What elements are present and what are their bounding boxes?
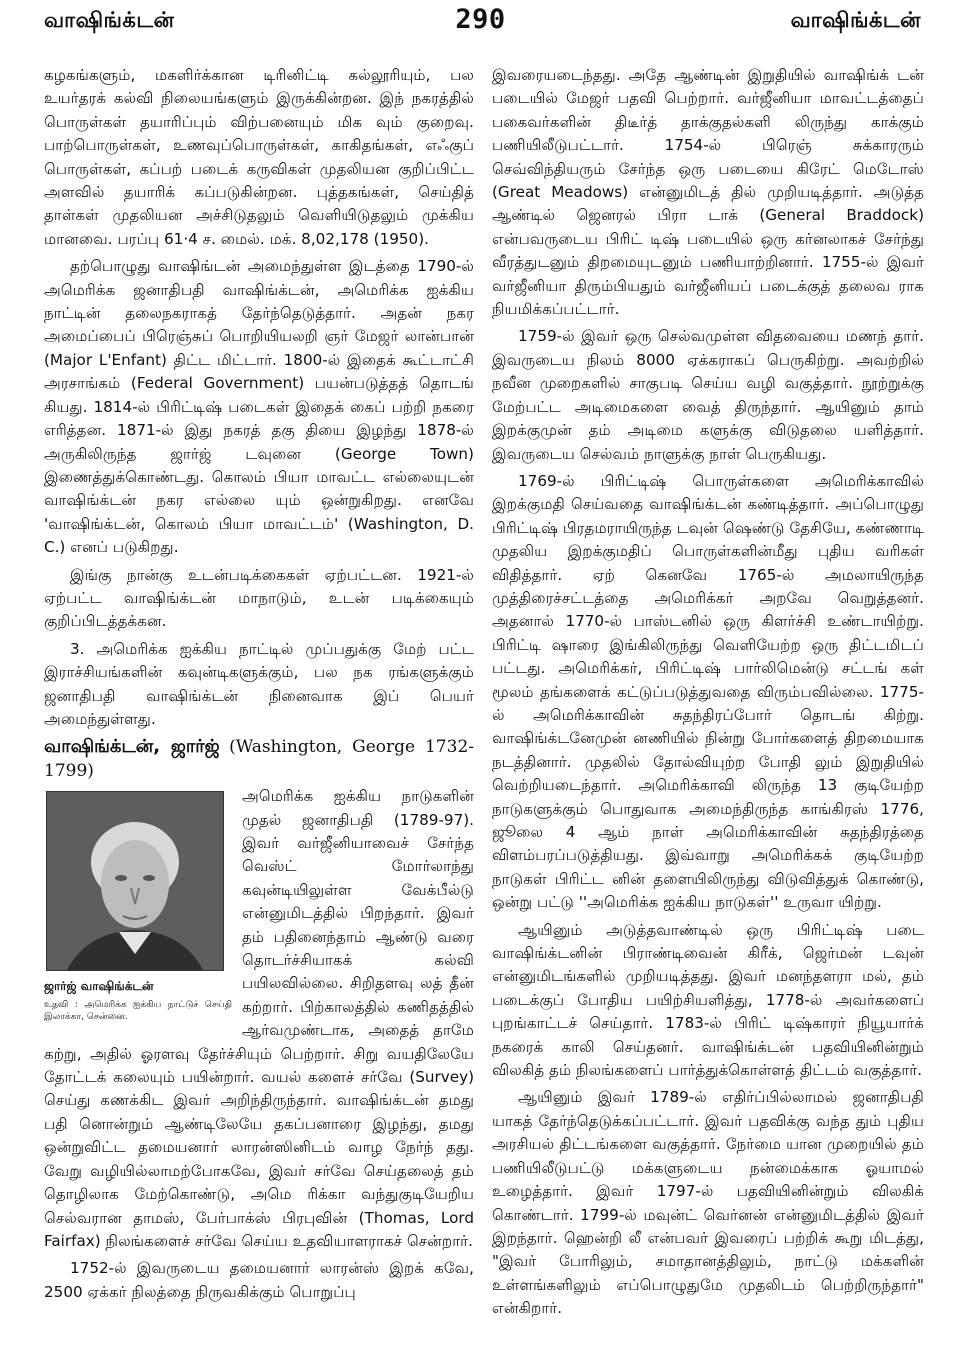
portrait-caption-title: ஜார்ஜ் வாஷிங்க்டன் <box>44 979 154 994</box>
paragraph-city-institutions: கழகங்களும், மகளிர்க்கான டிரினிட்டி கல்லூரியும், பல உயர்தரக் கல்வி நிலையங்களும் இருக்கின்றன. இந் நகரத்தில் பொருள்கள் தயாரிப்பும் விற்பனையும் மிக வும் குறைவு. பாற்பொருள்கள், உணவுப்பொருள்கள், காகிதங்கள், எஃகுப் பொருள்கள், கப்பற் படைக் கருவிகள் முதலியன குறிப்பிட்ட அளவில் தயாரிக் கப்படுகின்றன. புத்தகங்கள், செய்தித் தாள்கள் முதலியன அச்சிடுதலும் வெளியிடுதலும் முக்கிய மானவை. பரப்பு 61·4 ச. மைல். மக். 8,02,178 (1950). <box>44 66 474 248</box>
portrait-image <box>46 791 224 971</box>
paragraph-marriage-estate: 1759-ல் இவர் ஒரு செல்வமுள்ள விதவையை மணந் தார். இவருடைய நிலம் 8000 ஏக்கராகப் பெருகிற்று. அவற்றில் நவீன முறைகளில் சாகுபடி செய்ய வழி வகுத்தார். நூற்றுக்கு மேற்பட்ட அடிமைகளை வைத் திருந்தார். ஆயினும் தாம் இறக்குமுன் தம் அடிமை களுக்கு விடுதலை யளித்தார். இவருடைய செல்வம் நாளுக்கு நாள் பெருகியது. <box>492 327 924 463</box>
paragraph-1752: 1752-ல் இவருடைய தமையனார் லாரன்ஸ் இறக் கவே, 2500 ஏக்கர் நிலத்தை நிருவகிக்கும் பொறுப்பு <box>44 1259 474 1301</box>
paragraph-city-history: தற்பொழுது வாஷிங்டன் அமைந்துள்ள இடத்தை 1790-ல் அமெரிக்க ஜனாதிபதி வாஷிங்க்டன், அமெரிக்க ஐக்கிய நாட்டின் தலைநகராகத் தேர்ந்தெடுத்தார். அதன் நகர அமைப்பைப் பிரெஞ்சுப் பொறியியலறி ஞர் மேஜர் லான்பான் (Major L'Enfant) திட்ட மிட்டார். 1800-ல் இதைக் கூட்டாட்சி அரசாங்கம் (Federal Government) பயன்படுத்தத் தொடங் கியது. 1814-ல் பிரிட்டிஷ் படைகள் இதைக் கைப் பற்றி நகரை எரித்தன. 1871-ல் இது நகரத் தகு தியை இழந்து 1878-ல் அருகிலிருந்த ஜார்ஜ் டவுனை (George Town) இணைத்துக்கொண்டது. கொலம் பியா மாவட்ட எல்லையுடன் வாஷிங்க்டன் நகர எல்லை யும் ஒன்றுகிறது. எனவே 'வாஷிங்க்டன், கொலம் பியா மாவட்டம்' (Washington, D. C.) எனப் படுகிறது. <box>44 257 474 557</box>
running-header-right: வாஷிங்க்டன் <box>790 8 921 32</box>
portrait-caption-credit: உதவி : அமெரிக்க ஐக்கிய நாட்டுச் செய்தி இலாக்கா, சென்னை. <box>44 999 232 1022</box>
portrait-figure <box>44 791 232 1022</box>
paragraph-washington-early-life: அமெரிக்க ஐக்கிய நாடுகளின் முதல் ஜனாதிபதி (1789-97). இவர் வர்ஜீனியாவைச் சேர்ந்த வெஸ்ட் மோர்லாந்து கவுன்டியிலுள்ள வேக்பீல்டு என்னுமிடத்தில் பிறந்தார். இவர் தம் பதினைந்தாம் ஆண்டு வரை தொடர்ச்சியாகக் கல்வி பயிலவில்லை. சிறிதளவு லத் தீன் கற்றார். பிற்காலத்தில் கணிதத்தில் ஆர்வமுண்டாக, அதைத் தாமே கற்று, அதில் ஓரளவு தேர்ச்சியும் பெற்றார். சிறு வயதிலேயே தோட்டக் கலையும் பயின்றார். வயல் களைச் சர்வே (Survey) செய்து கணக்கிட இவர் அறிந்திருந்தார். வாஷிங்க்டன் தமது பதி னொன்றும் ஆண்டிலேயே தகப்பனாரை இழந்து, தமது ஒன்றுவிட்ட தமையனார் லாரன்ஸினிடம் வாழ நேர்ந் தது. வேறு வழியில்லாமற்போகவே, இவர் சர்வே செய்தலைத் தம் தொழிலாக மேற்கொண்டு, அமெ ரிக்கா வந்துகுடியேறிய செல்வரான தாமஸ், பேர்பாக்ஸ் பிரபுவின் (Thomas, Lord Fairfax) நிலங்களைச் சர்வே செய்ய உதவியாளராகச் சென்றார். <box>44 787 474 1250</box>
right-column <box>492 64 924 1325</box>
paragraph-independence-war: 1769-ல் பிரிட்டிஷ் பொருள்களை அமெரிக்காவில் இறக்குமதி செய்வதை வாஷிங்க்டன் கண்டித்தார். அப்பொழுது பிரிட்டிஷ் பிரதமராயிருந்த டவுன் ஷெண்டு தேசியே, கண்ணாடி முதலிய இறக்குமதிப் பொருள்களின்மீது புதிய வரிகள் விதித்தார். ஏற் கெனவே 1765-ல் அமலாயிருந்த முத்திரைச்சட்டத்தை அமெரிக்கர் அறவே வெறுத்தனர். அதனால் 1770-ல் பாஸ்டனில் ஒரு கிளர்ச்சி உண்டாயிற்று. பிரிட்டி ஷாரை இங்கிலிருந்து வெளியேற்ற ஒரு திட்டமிடப் பட்டது. அமெரிக்கர், பிரிட்டிஷ் பார்லிமென்டு சட்டங் கள் மூலம் தங்களைக் கட்டுப்படுத்துவதை விரும்பவில்லை. 1775-ல் அமெரிக்காவின் சுதந்திரப்போர் தொடங் கிற்று. வாஷிங்க்டனேமுன் னணியில் நின்று போர்களைத் திறமையாக நடத்தினார். முதலில் தோல்வியுற்ற போதி லும் இறுதியில் வெற்றியடைந்தார். அமெரிக்காவி லிருந்த 13 குடியேற்ற நாடுகளுக்கும் பொதுவாக அமைந்திருந்த காங்கிரஸ் 1776, ஜூலை 4 ஆம் நாள் அமெரிக்காவின் சுதந்திரத்தை விளம்பரப்படுத்தியது. இவ்வாறு அமெரிக்கக் குடியேற்ற நாடுகள் பிரிட்ட னின் தளையிலிருந்து விடுவித்துக் கொண்டு, ஒன்று பட்டு ''அமெரிக்க ஐக்கிய நாடுகள்'' உருவா யிற்று. <box>492 471 924 912</box>
running-header-left: வாஷிங்க்டன் <box>44 8 175 32</box>
entry-title: வாஷிங்க்டன், ஜார்ஜ் <box>44 736 220 758</box>
paragraph-counties-named: 3. அமெரிக்க ஐக்கிய நாட்டில் முப்பதுக்கு மேற் பட்ட இராச்சியங்களின் கவுன்டிகளுக்கும், பல நக ரங்களுக்கும் ஜனாதிபதி வாஷிங்க்டன் நினைவாக இப் பெயர் அமைந்துள்ளது. <box>44 639 474 728</box>
entry-latin-name: (Washington, George 1732-1799) <box>44 737 475 781</box>
paragraph-later-war: ஆயினும் அடுத்தவாண்டில் ஒரு பிரிட்டிஷ் படை வாஷிங்க்டனின் பிராண்டிவைன் கிரீக், ஜெர்மன் டவுன் என்னுமிடங்களில் முறியடித்தது. இவர் மனந்தளரா மல், தம் படைக்குப் போதிய பயிற்சியளித்து, 1778-ல் அவர்களைப் புறங்காட்டச் செய்தார். 1783-ல் பிரிட் டிஷ்காரர் நியூயார்க் நகரைக் காலி செய்தனர். வாஷிங்க்டன் பதவியினின்றும் விலகித் தம் நிலங்களைப் பார்த்துக்கொள்ளத் திட்டம் வகுத்தார். <box>492 920 924 1080</box>
paragraph-military-career: இவரையடைந்தது. அதே ஆண்டின் இறுதியில் வாஷிங்க் டன் படையில் மேஜர் பதவி பெற்றார். வர்ஜீனியா மாவட்டத்தைப் பகைவர்களின் திடீர்த் தாக்குதல்களி லிருந்து காக்கும் பணியிலீடுபட்டார். 1754-ல் பிரெஞ் சுக்காரரும் செவ்விந்தியரும் சேர்ந்த ஒரு படையை கிரேட் மெடோஸ் (Great Meadows) என்னுமிடத் தில் முறியடித்தார். அடுத்த ஆண்டில் ஜெனரல் பிரா டாக் (General Braddock) என்பவருடைய பிரிட் டிஷ் படையில் ஒரு கர்னலாகச் சேர்ந்து வீரத்துடனும் திறமையுடனும் பணியாற்றினார். 1755-ல் இவர் வர்ஜீனியா திரும்பியதும் வர்ஜீனியப் படைக்குத் தலைவ ராக நியமிக்கப்பட்டார். <box>492 66 924 319</box>
paragraph-treaties: இங்கு நான்கு உடன்படிக்கைகள் ஏற்பட்டன. 1921-ல் ஏற்பட்ட வாஷிங்க்டன் மாநாடும், உடன் படிக்கையும் குறிப்பிடத்தக்கன. <box>44 565 474 631</box>
paragraph-presidency: ஆயினும் இவர் 1789-ல் எதிர்ப்பில்லாமல் ஜனாதிபதி யாகத் தேர்ந்தெடுக்கப்பட்டார். இவர் பதவிக்கு வந்த தும் புதிய அரசியல் திட்டங்களை வகுத்தார். நேர்மை யான முறையில் தம் பணியிலீடுபட்டு மக்களுடைய நன்மைக்காக ஓயாமல் உழைத்தார். இவர் 1797-ல் பதவியினின்றும் விலகிக் கொண்டார். 1799-ல் மவுன்ட் வெர்னன் என்னுமிடத்தில் இவர் இறந்தார். ஹென்றி லீ என்பவர் இவரைப் பற்றிக் கூறு மிடத்து, "இவர் போரிலும், சமாதானத்திலும், நாட்டு மக்களின் உள்ளங்களிலும் எப்பொழுதுமே முதலிடம் பெற்றிருந்தார்" என்கிறார். <box>492 1088 924 1318</box>
page-number: 290 <box>455 4 506 35</box>
entry-george-washington <box>44 735 474 783</box>
left-column <box>44 64 474 1308</box>
